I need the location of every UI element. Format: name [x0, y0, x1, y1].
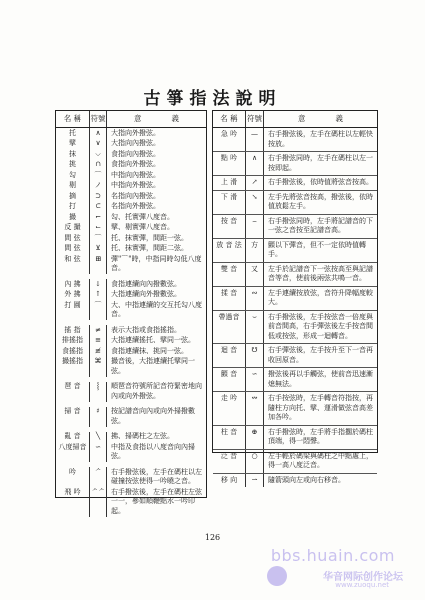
fingering-name: 柱 音: [213, 426, 246, 449]
fingering-name: 間 弦: [56, 233, 90, 244]
fingering-name: 挑: [56, 160, 90, 171]
fingering-symbol-icon: ⌐: [90, 212, 107, 223]
fingering-name: 移 向: [213, 474, 246, 488]
table-row: [56, 181, 206, 192]
fingering-symbol-icon: ᄼ: [90, 467, 107, 487]
table-row: [56, 170, 206, 181]
fingering-description: 食指連續抹、挑同一弦。: [111, 346, 188, 355]
fingering-name: 按 音: [213, 215, 246, 238]
fingering-symbol-icon: ↗: [246, 176, 264, 190]
fingering-description: 右手撥弦同時，左手將記譜音的下一弦之音按至記譜音高。: [268, 216, 373, 234]
fingering-name: 摘: [56, 191, 90, 202]
fingering-description: 食指向外撥弦。: [111, 160, 160, 168]
fingering-description: 右手撥弦同時，左手在碼柱以左一按即起。: [268, 154, 373, 172]
fingering-symbol-icon: ⌣: [246, 311, 264, 344]
fingering-symbol-icon: ⊂: [90, 202, 107, 213]
table-row: [56, 128, 206, 139]
fingering-name: 撮: [56, 212, 90, 223]
fingering-name: 揉 音: [213, 287, 246, 310]
fingering-symbol-icon: ☋: [246, 344, 264, 367]
fingering-symbol-icon: ↭: [246, 392, 264, 425]
fingering-name: 內 拂: [56, 279, 90, 290]
fingering-description: 右手撥弦後，左手按弦音一倍度與前音間高，右手彈弦後左手按音間低或按弦，形成一迴轉音。: [268, 312, 373, 340]
fingering-symbol-icon: ⸾: [90, 382, 107, 402]
left-fingering-table: [55, 110, 207, 515]
table-row: [56, 357, 206, 377]
fingering-symbol-icon: ⊞: [90, 254, 107, 274]
table-row: [213, 287, 377, 311]
fingering-description: 表示大指或食指搖指。: [111, 325, 181, 334]
fingering-symbol-icon: ∩: [90, 160, 107, 171]
table-row: [56, 382, 206, 402]
table-row: [213, 368, 377, 392]
table-row: [213, 474, 377, 488]
table-row: [56, 160, 206, 171]
fingering-name: 掃 音: [56, 407, 90, 427]
fingering-name: 擘: [56, 139, 90, 150]
watermark-name: 华音网际创作论坛: [323, 572, 403, 583]
table-row: [56, 407, 206, 427]
fingering-description: 左手於記譜音下一弦按高至與記譜音等音，使前後兩弦共鳴一音。: [268, 264, 373, 282]
fingering-description: 左手先將弦音按高，撥弦後，依時值放鬆左手。: [268, 192, 373, 210]
fingering-description: 擘、剔實彈八度音。: [111, 223, 174, 231]
fingering-symbol-icon: ╲: [90, 432, 107, 443]
fingering-description: 彈"⌒"時，中指同時勾低八度音。: [111, 254, 202, 272]
table-row: [56, 325, 206, 336]
watermark-url: www.zuoqu.net: [335, 581, 389, 589]
fingering-symbol-icon: ○: [246, 450, 264, 473]
fingering-symbol-icon: ⌙: [90, 223, 107, 234]
fingering-symbol-icon: ⊻: [90, 244, 107, 255]
table-row: [213, 191, 377, 215]
table-row: [56, 212, 206, 223]
fingering-description: 右手撥弦後，左手在碼柱以左輕快按放。: [268, 130, 373, 148]
fingering-name: 帶過音: [213, 311, 246, 344]
fingering-description: 中指向內撥弦。: [111, 170, 160, 179]
fingering-symbol-icon: 又: [246, 263, 264, 286]
table-row: [56, 279, 206, 290]
fingering-description: 大指連續搖托、擘同一弦。: [111, 336, 195, 344]
table-row: [56, 191, 206, 202]
fingering-symbol-icon: ⌘: [90, 357, 107, 377]
table-row: [56, 290, 206, 301]
table-row: [56, 233, 206, 244]
left-table-header: [56, 111, 206, 128]
table-row: [56, 336, 206, 347]
fingering-symbol-icon: ♯: [90, 407, 107, 427]
fingering-name: 放 音 法: [213, 239, 246, 262]
fingering-symbol-icon: ノ: [90, 181, 107, 192]
fingering-description: 右手撥弦後，左手在碼柱左弦一一，參如順鞭點水一吟印起。: [111, 487, 202, 515]
fingering-description: 托、抹實彈，間距二弦。: [111, 244, 188, 252]
fingering-symbol-icon: ≢: [90, 346, 107, 357]
fingering-name: 亂 音: [56, 432, 90, 443]
fingering-name: 外 拂: [56, 290, 90, 301]
fingering-symbol-icon: ⌒: [90, 170, 107, 181]
fingering-symbol-icon: ↑: [90, 290, 107, 301]
fingering-symbol-icon: ∧: [246, 152, 264, 175]
fingering-name: 剔: [56, 181, 90, 192]
fingering-name: 下 滑: [213, 191, 246, 214]
header-symbol: 符號: [246, 111, 264, 127]
fingering-symbol-icon: ≡: [90, 336, 107, 347]
header-meaning: 意 義: [298, 114, 343, 123]
right-fingering-table: [212, 110, 378, 484]
table-row: [56, 346, 206, 357]
fingering-symbol-icon: ↘: [246, 191, 264, 214]
table-row: [56, 202, 206, 213]
fingering-description: 按記譜音向內或向外掃撥數弦。: [111, 407, 195, 425]
fingering-name: 撮搖指: [56, 357, 90, 377]
fingering-symbol-icon: ⌒: [90, 233, 107, 244]
fingering-symbol-icon: ⊕: [246, 426, 264, 449]
header-meaning: 意 義: [134, 114, 179, 123]
table-row: [56, 139, 206, 150]
fingering-symbol-icon: ∾: [246, 287, 264, 310]
fingering-name: 泛 音: [213, 450, 246, 473]
fingering-symbol-icon: ∨: [90, 139, 107, 150]
fingering-symbol-icon: ∽: [90, 442, 107, 462]
fingering-name: 急 吟: [213, 128, 246, 151]
fingering-name: 勾: [56, 170, 90, 181]
fingering-description: 大指向外撥弦。: [111, 128, 160, 137]
fingering-name: 搖 指: [56, 325, 90, 336]
fingering-description: 食指連續向內撥數弦。: [111, 279, 181, 288]
table-row: [56, 149, 206, 160]
fingering-description: 撥弦後再以手觸弦，使前音迅速漸熄無法。: [268, 370, 373, 388]
table-row: [213, 239, 377, 263]
fingering-name: 打: [56, 202, 90, 213]
fingering-description: 右手撥弦時，左手將手指擱於碼柱頂端，得一悶聲。: [268, 427, 373, 445]
page-title: 古箏指法說明: [143, 89, 282, 109]
fingering-description: 右手按弦時，左手轉音符指按，再隨柱方向托、擘、運滑做弦音高差加各吟。: [268, 394, 373, 421]
fingering-description: 撮音後，大指連續托擘同一弦。: [111, 357, 195, 375]
fingering-description: 托、抹實彈，間距一弦。: [111, 233, 188, 242]
fingering-description: 右手彈弦後，左手按升至下一音再收回原音。: [268, 346, 373, 364]
fingering-description: 左手輕於碼梁與碼柱之中點處上，得一高八度泛音。: [268, 451, 373, 469]
fingering-name: 吟: [56, 467, 90, 487]
fingering-name: 和 弦: [56, 254, 90, 274]
fingering-description: 大指連續向外撥數弦。: [111, 290, 181, 298]
right-table-header: [213, 111, 377, 128]
table-row: [56, 442, 206, 462]
fingering-description: 隨箭頭向左或向右移音。: [268, 475, 345, 484]
table-row: [56, 487, 206, 517]
right-table-body: [213, 128, 377, 487]
fingering-symbol-icon: ⇀: [246, 474, 264, 488]
fingering-description: 右手撥弦後，左手在碼柱以左碰撞按弦使得一吟曉之音。: [111, 467, 202, 485]
header-symbol: 符號: [90, 111, 107, 127]
fingering-description: 名指向外撥弦。: [111, 202, 160, 210]
header-name: 名 稱: [213, 111, 246, 127]
fingering-name: 走 吟: [213, 392, 246, 425]
fingering-description: 名指向內撥弦。: [111, 191, 160, 200]
fingering-name: 八度掃音: [56, 442, 90, 462]
fingering-description: 左手連續按放弦，音符升降幅度較大。: [268, 288, 373, 306]
fingering-symbol-icon: ↓: [90, 279, 107, 290]
fingering-description: 順琶音符號所記音符緊密地向內或向外撥弦。: [111, 382, 202, 400]
fingering-description: 勾、托實彈八度音。: [111, 212, 174, 221]
table-row: [56, 254, 206, 274]
fingering-name: 琶 音: [56, 382, 90, 402]
fingering-symbol-icon: —: [246, 128, 264, 151]
table-row: [213, 263, 377, 287]
fingering-name: 食搖指: [56, 346, 90, 357]
table-row: [56, 244, 206, 255]
fingering-symbol-icon: ᄼᄼ: [90, 487, 107, 517]
fingering-symbol-icon: 方: [246, 239, 264, 262]
fingering-description: 中指及食指以八度音向內掃弦。: [111, 442, 195, 460]
table-row: [56, 432, 206, 443]
fingering-name: 迴 音: [213, 344, 246, 367]
fingering-symbol-icon: ⌒: [90, 300, 107, 320]
table-row: [213, 152, 377, 176]
fingering-description: 右手撥弦後，依時值將弦音按高。: [268, 178, 373, 186]
table-row: [213, 450, 377, 474]
fingering-description: 食指向內撥弦。: [111, 149, 160, 158]
fingering-symbol-icon: ⊃: [90, 191, 107, 202]
fingering-name: 反 撮: [56, 223, 90, 234]
table-row: [213, 128, 377, 152]
fingering-symbol-icon: ≠: [90, 325, 107, 336]
fingering-name: 托: [56, 128, 90, 139]
fingering-description: 大、中指連續的交互托勾八度音。: [111, 300, 202, 318]
page-number: 126: [204, 533, 221, 542]
watermark-site: bbs.huain.com: [270, 546, 395, 565]
fingering-name: 間 弦: [56, 244, 90, 255]
fingering-name: 抹: [56, 149, 90, 160]
fingering-name: 雙 音: [213, 263, 246, 286]
fingering-symbol-icon: ⌢: [246, 215, 264, 238]
fingering-symbol-icon: ∧: [90, 128, 107, 139]
table-row: [213, 344, 377, 368]
table-row: [56, 300, 206, 320]
table-row: [213, 176, 377, 191]
fingering-name: 排搖指: [56, 336, 90, 347]
fingering-description: 大指向內撥弦。: [111, 139, 160, 147]
fingering-name: 點 吟: [213, 152, 246, 175]
fingering-symbol-icon: ⌵: [90, 149, 107, 160]
watermark-logo-icon: [267, 566, 287, 586]
fingering-symbol-icon: ∽: [246, 368, 264, 391]
table-row: [213, 311, 377, 345]
fingering-description: 中指向外撥弦。: [111, 181, 160, 189]
left-table-body: [56, 128, 206, 517]
fingering-description: 拂、掃碼柱之左弦。: [111, 432, 174, 440]
header-name: 名 稱: [56, 111, 90, 127]
fingering-name: 顫 音: [213, 368, 246, 391]
fingering-description: 顫以下彈音，但不一定依時值轉手。: [268, 240, 366, 258]
fingering-name: 上 滑: [213, 176, 246, 190]
fingering-name: 打 圓: [56, 300, 90, 320]
table-row: [56, 467, 206, 487]
table-row: [213, 392, 377, 426]
fingering-name: 飛 吟: [56, 487, 90, 517]
table-row: [213, 215, 377, 239]
table-row: [56, 223, 206, 234]
table-row: [213, 426, 377, 450]
